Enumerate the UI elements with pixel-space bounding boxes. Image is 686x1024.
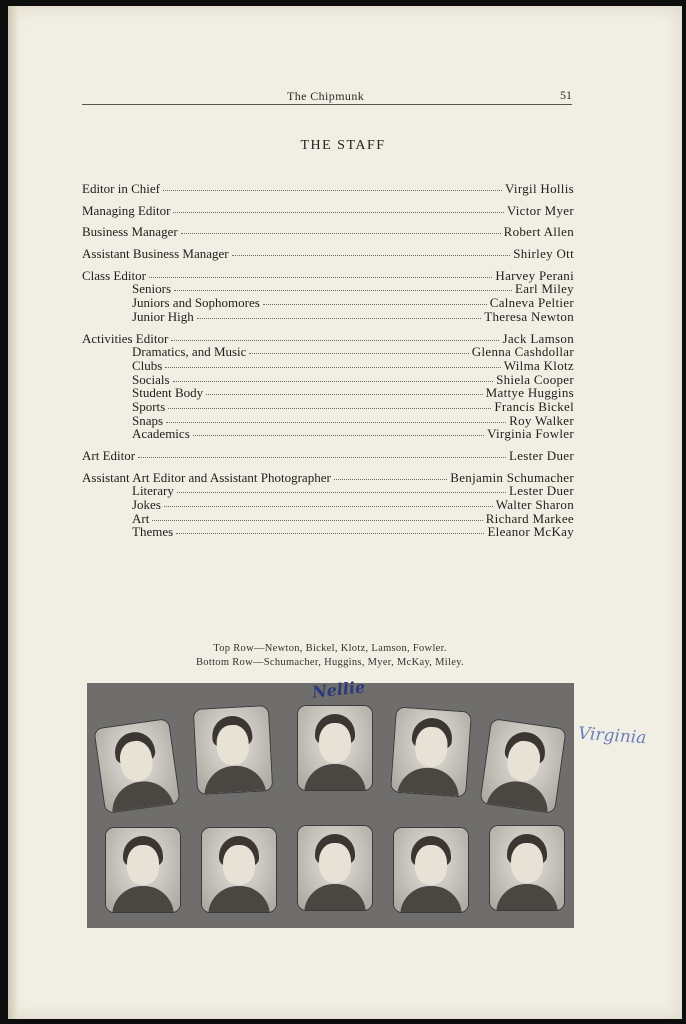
staff-name: Lester Duer <box>508 483 574 499</box>
staff-name: Walter Sharon <box>495 497 574 513</box>
leader-dots <box>249 352 468 354</box>
staff-portrait <box>489 825 565 911</box>
staff-role: Art Editor <box>82 448 136 463</box>
staff-role: Assistant Art Editor and Assistant Photographer <box>82 469 331 485</box>
caption-top-row: Top Row—Newton, Bickel, Klotz, Lamson, Fowler. <box>213 643 447 654</box>
staff-role: Socials <box>132 371 170 387</box>
staff-row <box>82 247 574 261</box>
leader-dots <box>165 366 500 368</box>
staff-row <box>82 296 574 310</box>
staff-row <box>82 282 574 296</box>
caption-bottom-row: Bottom Row—Schumacher, Huggins, Myer, McKay, Miley. <box>196 657 464 668</box>
staff-role: Literary <box>132 483 174 499</box>
staff-portrait <box>479 718 566 814</box>
staff-row <box>82 225 574 239</box>
staff-portrait <box>93 718 180 814</box>
staff-row <box>82 498 574 512</box>
staff-role: Business Manager <box>82 224 178 240</box>
staff-row <box>82 359 574 373</box>
staff-role: Seniors <box>132 281 171 297</box>
staff-portrait <box>297 825 373 911</box>
staff-role: Juniors and Sophomores <box>132 295 260 311</box>
staff-role: Clubs <box>132 357 163 373</box>
staff-portrait <box>201 827 277 913</box>
staff-row <box>82 345 574 359</box>
staff-name: Shirley Ott <box>513 246 574 262</box>
leader-dots <box>232 254 511 256</box>
leader-dots <box>149 276 492 278</box>
staff-name: Wilma Klotz <box>503 357 574 373</box>
staff-row <box>82 484 574 498</box>
staff-name: Jack Lamson <box>502 330 574 346</box>
staff-row <box>82 427 574 441</box>
leader-dots <box>168 407 491 409</box>
staff-row <box>82 449 574 463</box>
staff-role: Assistant Business Manager <box>82 246 229 262</box>
leader-dots <box>193 434 484 436</box>
staff-name: Virgil Hollis <box>505 181 574 196</box>
staff-name: Mattye Huggins <box>485 385 574 401</box>
handwritten-note-top: Nellie <box>311 677 367 702</box>
staff-name: Victor Myer <box>506 202 574 218</box>
staff-role: Themes <box>132 524 174 540</box>
staff-row <box>82 525 574 539</box>
staff-name: Benjamin Schumacher <box>450 469 574 485</box>
staff-role: Jokes <box>132 497 161 513</box>
leader-dots <box>164 505 493 507</box>
staff-name: Harvey Perani <box>495 267 574 283</box>
leader-dots <box>177 491 506 493</box>
staff-role: Junior High <box>132 308 194 324</box>
leader-dots <box>163 189 502 191</box>
staff-portrait <box>390 706 472 797</box>
staff-role: Class Editor <box>82 267 146 283</box>
handwritten-note-side: Virginia <box>577 723 648 749</box>
leader-dots <box>206 393 483 395</box>
staff-role: Editor in Chief <box>82 181 160 196</box>
leader-dots <box>197 317 482 319</box>
staff-name: Shiela Cooper <box>496 371 574 387</box>
staff-portrait <box>105 827 181 913</box>
staff-roster <box>82 182 574 539</box>
leader-dots <box>173 380 494 382</box>
staff-row <box>82 310 574 324</box>
leader-dots <box>138 456 506 458</box>
staff-name: Lester Duer <box>508 448 574 463</box>
staff-name: Earl Miley <box>515 281 574 297</box>
staff-name: Calneva Peltier <box>489 295 574 311</box>
leader-dots <box>181 232 501 234</box>
leader-dots <box>334 478 447 480</box>
photo-caption <box>0 642 660 670</box>
running-title: The Chipmunk <box>287 89 365 103</box>
leader-dots <box>263 303 487 305</box>
leader-dots <box>152 519 482 521</box>
binding-gutter <box>8 6 18 1019</box>
staff-row <box>82 386 574 400</box>
staff-row <box>82 512 574 526</box>
staff-role: Academics <box>132 426 190 442</box>
staff-name: Richard Markee <box>485 510 574 526</box>
leader-dots <box>174 289 512 291</box>
staff-name: Virginia Fowler <box>487 426 574 442</box>
staff-role: Dramatics, and Music <box>132 344 247 360</box>
staff-photo-panel <box>87 683 574 928</box>
leader-dots <box>173 211 503 213</box>
leader-dots <box>171 339 499 341</box>
page-title: THE STAFF <box>300 138 386 153</box>
staff-role: Sports <box>132 398 166 414</box>
staff-row <box>82 332 574 346</box>
staff-row <box>82 182 574 196</box>
staff-row <box>82 204 574 218</box>
staff-role: Student Body <box>132 385 204 401</box>
staff-name: Eleanor McKay <box>487 524 574 540</box>
leader-dots <box>166 421 506 423</box>
staff-role: Art <box>132 510 150 526</box>
staff-row <box>82 269 574 283</box>
staff-row <box>82 471 574 485</box>
page-number: 51 <box>560 88 572 102</box>
staff-row <box>82 414 574 428</box>
staff-portrait <box>297 705 373 791</box>
staff-portrait <box>193 705 273 795</box>
staff-name: Glenna Cashdollar <box>471 344 574 360</box>
staff-name: Theresa Newton <box>484 308 574 324</box>
staff-row <box>82 400 574 414</box>
staff-name: Robert Allen <box>503 224 574 240</box>
staff-name: Roy Walker <box>509 412 574 428</box>
staff-portrait <box>393 827 469 913</box>
staff-row <box>82 373 574 387</box>
staff-role: Activities Editor <box>82 330 169 346</box>
staff-role: Snaps <box>132 412 164 428</box>
staff-name: Francis Bickel <box>494 398 574 414</box>
running-header <box>82 88 572 105</box>
staff-role: Managing Editor <box>82 202 171 218</box>
leader-dots <box>176 532 484 534</box>
